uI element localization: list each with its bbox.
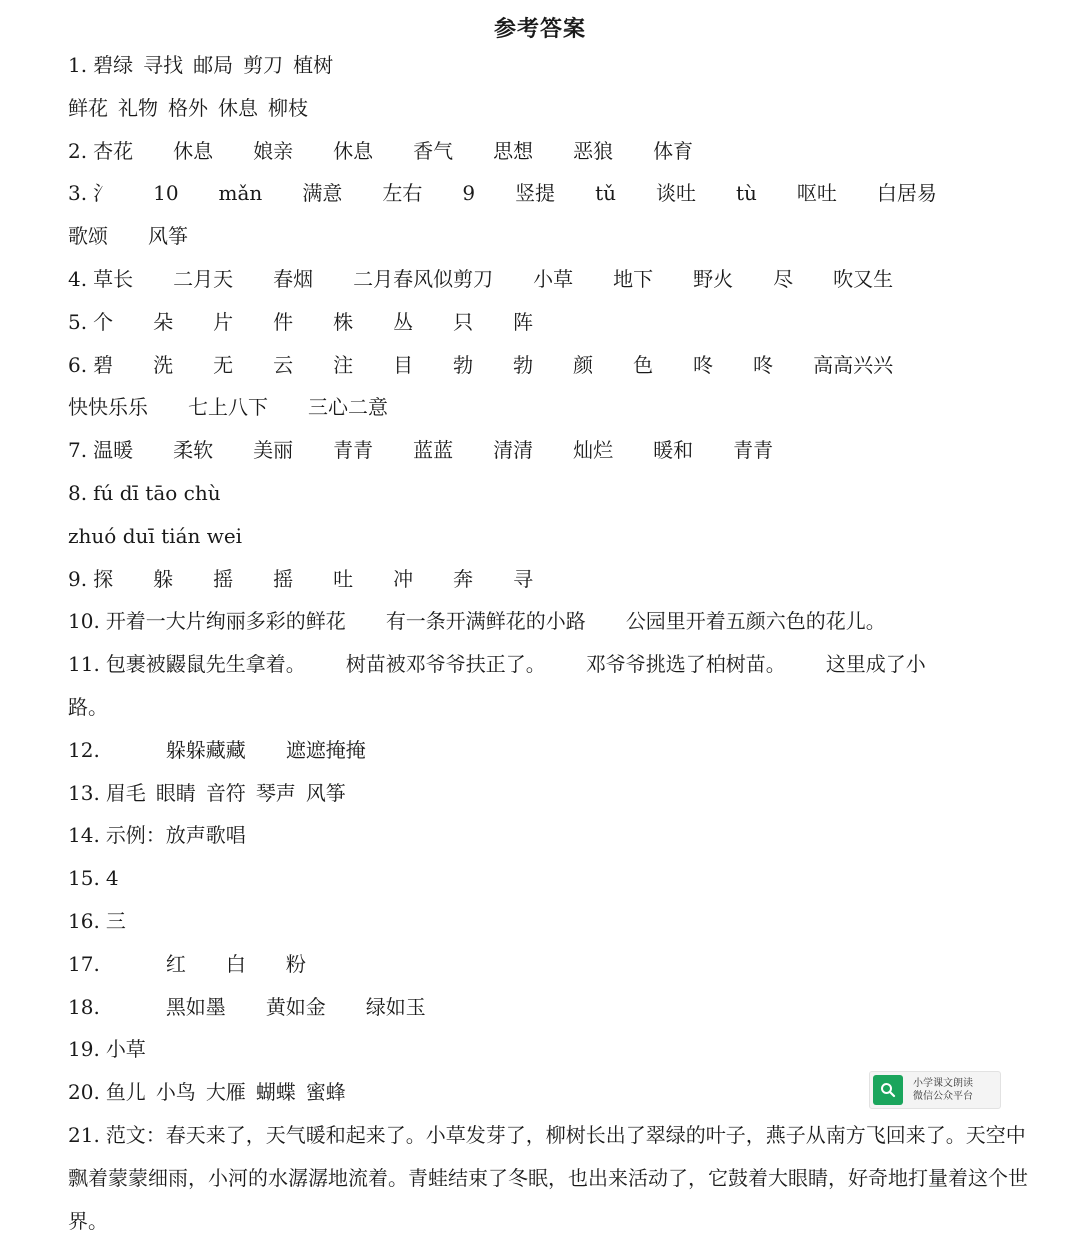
answer-item: 呕吐 [796,181,837,206]
answer-line [68,558,1028,601]
question-number: 12. [68,737,100,762]
answer-item: 氵 [93,181,114,206]
answer-item: 红 [165,951,186,976]
answer-item: 寻找 [143,53,184,77]
answer-item: 思想 [493,138,534,163]
answer-item: 杏花 [93,138,134,163]
badge-line-1: 小学课文朗读 [913,1078,973,1089]
answer-item: 勃 [453,352,474,377]
answer-item: 休息 [218,95,258,120]
answer-item: 清清 [493,438,534,463]
badge-text [913,1077,973,1103]
answer-item: 邮局 [193,53,234,77]
question-number: 10. [68,609,100,634]
answer-item: 竖提 [515,181,556,206]
answer-item: 绿如玉 [365,994,426,1019]
question-number: 20. [68,1080,100,1105]
page-title: 参考答案 [493,16,586,42]
answer-item: 路。 [68,694,108,719]
question-number: 6. [68,352,88,377]
answer-item: 蜜蜂 [305,1080,346,1105]
answer-item: 大雁 [205,1080,246,1105]
answer-item: 吐 [333,566,354,591]
answer-item: 白居易 [876,181,937,206]
answer-item: 风筝 [305,780,346,805]
answer-item: 谈吐 [655,181,696,206]
question-number: 5. [68,309,88,334]
answer-item: 美丽 [253,438,294,463]
answer-item: 丛 [393,309,414,334]
answer-item: 音符 [205,780,246,805]
answer-item: 无 [213,352,234,377]
answer-item: 草长 [93,266,134,291]
essay-text: 范文：春天来了，天气暖和起来了。小草发芽了，柳树长出了翠绿的叶子，燕子从南方飞回来了。天空中飘着蒙蒙细雨，小河的水潺潺地流着。青蛙结束了冬眠，也出来活动了，它鼓着大眼睛，好奇地打量着这个世界。 [68,1122,1028,1233]
answer-item: 有一条开满鲜花的小路 [385,609,586,634]
answer-item: 暖和 [653,438,694,463]
answer-item: 二月天 [173,266,234,291]
answer-item: 阵 [513,309,534,334]
search-icon [873,1075,903,1105]
question-number: 13. [68,780,100,805]
answer-item: 三 [105,908,126,933]
answer-item: 鲜花 [68,95,108,120]
answer-item: 娘亲 [253,138,294,163]
question-number: 3. [68,181,88,206]
answer-item: 休息 [333,138,374,163]
answer-item: 探 [93,566,114,591]
answer-item: 休息 [173,138,214,163]
answer-item: 色 [633,352,654,377]
question-number: 2. [68,138,88,163]
answer-item: 歌颂 [68,224,108,249]
question-number: 18. [68,994,100,1019]
answer-item: zhuó duī tián wei [68,523,243,548]
answer-item: 躲 [153,566,174,591]
answer-item: 三心二意 [308,395,388,420]
answer-line [68,643,1028,686]
answer-item: 碧绿 [93,53,134,77]
answer-line [68,386,1028,429]
answer-item: 遮遮掩掩 [285,737,366,762]
answer-item: 粉 [285,951,306,976]
answer-item: 蓝蓝 [413,438,454,463]
answer-line [68,344,1028,387]
answer-line [68,857,1028,900]
answer-item: 寻 [513,566,534,591]
question-number: 4. [68,266,88,291]
question-number: 11. [68,652,100,677]
question-number: 19. [68,1037,100,1062]
answer-item: 公园里开着五颜六色的花儿。 [625,609,886,634]
answer-item: 只 [453,309,474,334]
answer-item: 小草 [105,1037,146,1062]
answer-line [68,130,1028,173]
answer-item: 柳枝 [268,95,308,120]
answer-item: 洗 [153,352,174,377]
answer-item: 咚 [753,352,774,377]
answer-item: 白 [225,951,246,976]
answer-line [68,429,1028,472]
question-number: 16. [68,908,100,933]
answer-item: 这里成了小 [825,652,926,677]
answer-item: 吹又生 [833,266,894,291]
answer-line [68,215,1028,258]
answer-line [68,729,1028,772]
answer-item: 勃 [513,352,534,377]
question-number: 7. [68,438,88,463]
question-number: 1. [68,53,88,77]
answer-item: 柔软 [173,438,214,463]
answer-item: 10 [153,181,179,206]
answer-item: 七上八下 [188,395,268,420]
answer-item: 摇 [213,566,234,591]
answer-item: 奔 [453,566,474,591]
answer-item: tǔ [595,181,616,206]
answer-item: 灿烂 [573,438,614,463]
answer-item: 野火 [693,266,734,291]
answer-item: 朵 [153,309,174,334]
answer-item: 4 [105,866,119,891]
answer-item: 鱼儿 [105,1080,146,1105]
question-number: 21. [68,1122,100,1147]
badge-line-2: 微信公众平台 [913,1091,973,1102]
answer-item: 株 [333,309,354,334]
answer-item: 体育 [653,138,694,163]
answer-item: 青青 [333,438,374,463]
answer-item: 风筝 [148,224,188,249]
answer-item: 9 [462,181,476,206]
answer-item: fú dī tāo chù [93,480,221,505]
answer-line [68,258,1028,301]
answer-line [68,772,1028,815]
answer-item: 香气 [413,138,454,163]
answer-line [68,814,1028,857]
answer-item: 格外 [168,95,208,120]
answer-item: 开着一大片绚丽多彩的鲜花 [105,609,346,634]
answer-item: 冲 [393,566,414,591]
answer-item: 颜 [573,352,594,377]
answer-line [68,900,1028,943]
answer-item: 尽 [773,266,794,291]
answer-item: 剪刀 [243,53,284,77]
answer-item: 高高兴兴 [813,352,894,377]
answer-item: 目 [393,352,414,377]
answer-item: 温暖 [93,438,134,463]
answer-item: tù [735,181,757,206]
answer-item: 恶狼 [573,138,614,163]
answer-line [68,686,1028,729]
answer-line [68,943,1028,986]
essay-paragraph [68,1114,1028,1242]
answer-item: 黑如墨 [165,994,226,1019]
answer-line [68,472,1028,515]
answer-item: 地下 [613,266,654,291]
answer-item: 青青 [733,438,774,463]
answer-item: 注 [333,352,354,377]
answer-item: 二月春风似剪刀 [353,266,494,291]
answer-line [68,172,1028,215]
answer-item: 件 [273,309,294,334]
answer-line [68,515,1028,558]
answer-item: 树苗被邓爷爷扶正了。 [345,652,546,677]
answer-item: 躲躲藏藏 [165,737,246,762]
question-number: 9. [68,566,88,591]
answer-line [68,301,1028,344]
answer-item: 个 [93,309,114,334]
answer-item: 黄如金 [265,994,326,1019]
watermark-badge [869,1071,1001,1109]
answer-item: 小鸟 [155,1080,196,1105]
answer-item: 蝴蝶 [255,1080,296,1105]
answer-item: 示例：放声歌唱 [105,823,246,848]
answer-item: 小草 [533,266,574,291]
answer-item: 摇 [273,566,294,591]
answer-item: 眼睛 [155,780,196,805]
question-number: 17. [68,951,100,976]
answer-line [68,44,1028,87]
question-number: 8. [68,480,88,505]
question-number: 15. [68,866,100,891]
question-number: 14. [68,823,100,848]
answer-item: 礼物 [118,95,158,120]
answer-item: 植树 [293,53,334,77]
answer-item: 碧 [93,352,114,377]
answer-item: 云 [273,352,294,377]
answer-list [68,44,1028,1242]
answer-item: 邓爷爷挑选了柏树苗。 [585,652,786,677]
answer-line [68,1028,1028,1071]
answer-line [68,986,1028,1029]
answer-item: 春烟 [273,266,314,291]
answer-item: 琴声 [255,780,296,805]
answer-item: 咚 [693,352,714,377]
answer-item: 快快乐乐 [68,395,148,420]
answer-item: 包裹被鼹鼠先生拿着。 [105,652,306,677]
answer-item: 左右 [382,181,423,206]
answer-line [68,600,1028,643]
answer-item: 眉毛 [105,780,146,805]
answer-item: 片 [213,309,234,334]
answer-line [68,87,1028,130]
answer-item: 满意 [302,181,343,206]
answer-item: mǎn [218,181,263,206]
